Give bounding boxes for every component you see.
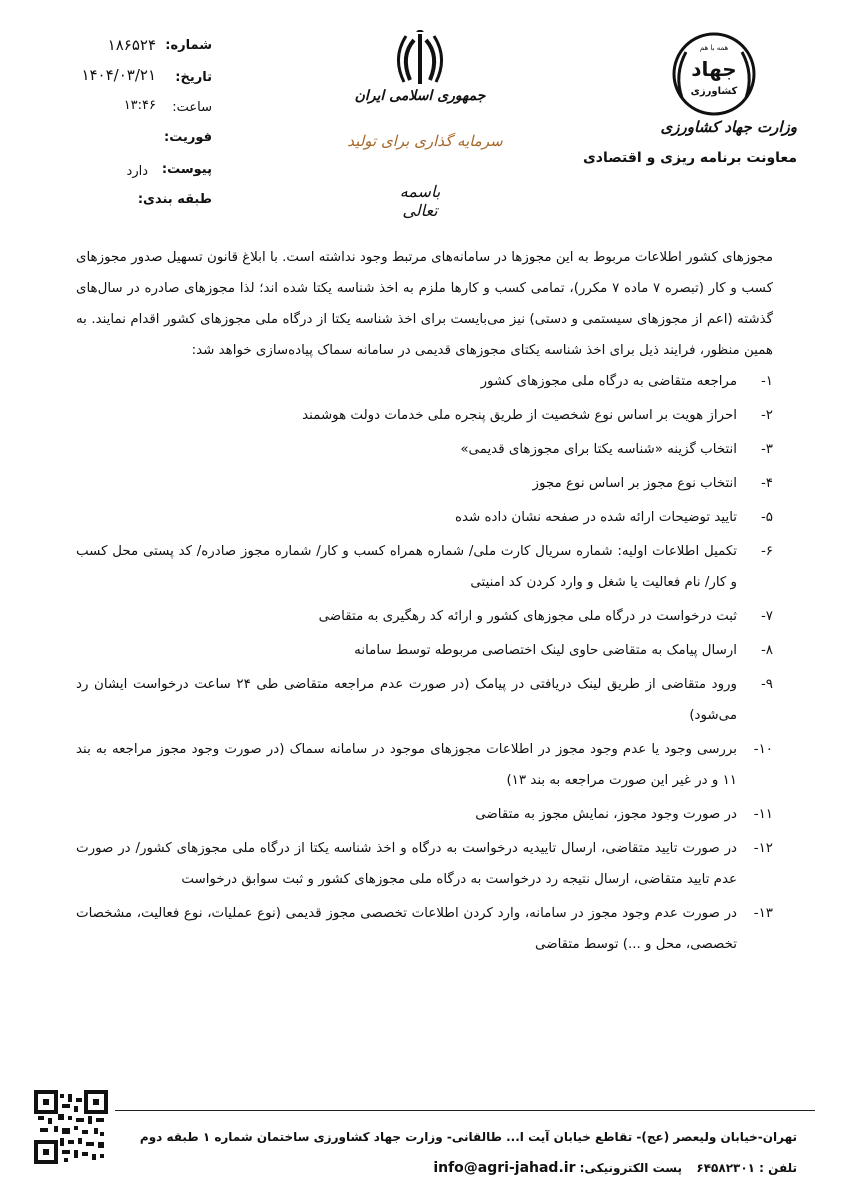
list-item: [76, 635, 773, 666]
list-item: [76, 366, 773, 397]
list-item-text: تایید توضیحات ارائه شده در صفحه نشان داده شده: [454, 510, 737, 525]
number-value: ۱۸۶۵۲۴: [107, 36, 156, 54]
footer-address: تهران-خیابان ولیعصر (عج)- تقاطع خیابان آیت ا... طالقانی- وزارت جهاد کشاورزی ساختمان شماره ۱ طبقه دوم: [139, 1130, 797, 1144]
list-item: [76, 669, 773, 731]
ministry-name: وزارت جهاد کشاورزی: [660, 118, 797, 136]
list-item: [76, 601, 773, 632]
list-item-number: ۱۳-: [753, 906, 773, 921]
list-item-text: مراجعه متقاضی به درگاه ملی مجوزهای کشور: [480, 374, 737, 389]
list-item: [76, 734, 773, 796]
list-item-number: ۹-: [760, 677, 773, 692]
list-item-number: ۳-: [760, 442, 773, 457]
list-item-number: ۴-: [760, 476, 773, 491]
list-item: [76, 468, 773, 499]
list-item-number: ۱۰-: [753, 742, 773, 757]
list-item-number: ۷-: [760, 609, 773, 624]
list-item-text: تکمیل اطلاعات اولیه: شماره سریال کارت ملی/ شماره همراه کسب و کار/ شماره مجوز صادره/ کد پستی محل کسب و کار/ نام فعالیت یا شغل و وارد کردن کد امنیتی: [76, 544, 737, 590]
list-item-text: ورود متقاضی از طریق لینک دریافتی در پیامک (در صورت عدم مراجعه متقاضی طی ۲۴ ساعت درخواست ایشان رد می‌شود): [76, 677, 737, 723]
list-item-number: ۵-: [760, 510, 773, 525]
list-item-number: ۶-: [760, 544, 773, 559]
list-item-text: انتخاب گزینه «شناسه یکتا برای مجوزهای قدیمی»: [460, 442, 737, 457]
list-item-number: ۱-: [760, 374, 773, 389]
list-item-text: در صورت وجود مجوز، نمایش مجوز به متقاضی: [475, 807, 737, 822]
logo-badge-sub: کشاورزی: [690, 86, 738, 97]
procedure-list: [76, 366, 773, 960]
urgency-label: فوریت:: [164, 130, 212, 145]
republic-name: جمهوری اسلامی ایران: [354, 88, 486, 104]
logo-badge-main: جهاد: [691, 57, 737, 81]
email-label: پست الکترونیکی:: [579, 1161, 683, 1175]
intro-paragraph: مجوزهای کشور اطلاعات مربوط به این مجوزها در سامانه‌های مرتبط وجود نداشته است. با ابلاغ قانون تسهیل صدور مجوزهای کسب و کار (تبصره ۷ ماده ۷ مکرر)، تمامی کسب و کارها ملزم به اخذ شناسه یکتا شده اند؛ لذا مجوزهای صادره در سال‌های گذشته (اعم از مجوزهای سیستمی و دستی) نیز می‌بایست برای اخذ شناسه یکتا از درگاه ملی مجوزهای کشور اقدام نمایند. به همین منظور، فرایند ذیل برای اخذ شناسه یکتای مجوزهای قدیمی در سامانه سماک پیاده‌سازی خواهد شد:: [76, 250, 773, 358]
basmala: باسمه تعالی: [399, 182, 441, 220]
list-item-text: بررسی وجود یا عدم وجود مجوز در اطلاعات مجوزهای موجود در سامانه سماک (در صورت وجود مجوز مراجعه به بند ۱۱ و در غیر این صورت مراجعه به بند ۱۳): [76, 742, 737, 788]
list-item-number: ۱۲-: [753, 841, 773, 856]
date-value: ۱۴۰۴/۰۳/۲۱: [81, 66, 156, 84]
list-item-text: انتخاب نوع مجوز بر اساس نوع مجوز: [532, 476, 737, 491]
footer-divider: [115, 1110, 815, 1111]
phone-value: ۶۴۵۸۲۳۰۱: [696, 1161, 755, 1175]
list-item-number: ۱۱-: [753, 807, 773, 822]
list-item: [76, 502, 773, 533]
number-label: شماره:: [165, 38, 212, 53]
list-item: [76, 400, 773, 431]
email-link[interactable]: info@agri-jahad.ir: [433, 1160, 576, 1176]
footer-contact: [197, 1160, 797, 1176]
attachment-label: پیوست:: [161, 162, 212, 177]
list-item-number: ۲-: [760, 408, 773, 423]
attachment-value: دارد: [126, 164, 148, 179]
logo-badge-top: همه با هم: [699, 44, 729, 52]
iran-emblem-icon: [394, 30, 446, 88]
list-item-text: ارسال پیامک به متقاضی حاوی لینک اختصاصی مربوطه توسط سامانه: [354, 643, 737, 658]
letter-body: [76, 242, 773, 963]
time-label: ساعت:: [172, 100, 212, 115]
time-value: ۱۳:۴۶: [123, 98, 156, 113]
list-item: [76, 536, 773, 598]
list-item: [76, 898, 773, 960]
list-item-text: احراز هویت بر اساس نوع شخصیت از طریق پنجره ملی خدمات دولت هوشمند: [302, 408, 737, 423]
phone-label: تلفن :: [759, 1161, 797, 1175]
list-item-text: در صورت تایید متقاضی، ارسال تاییدیه درخواست به درگاه و اخذ شناسه یکتا از درگاه ملی مجوزهای کشور/ در صورت عدم تایید متقاضی، ارسال نتیجه رد درخواست به درگاه ملی مجوزهای کشور و ثبت سوابق درخواست: [76, 841, 737, 887]
list-item-text: در صورت عدم وجود مجوز در سامانه، وارد کردن اطلاعات تخصصی مجوز قدیمی (نوع عملیات، نوع فعالیت، مشخصات تخصصی، محل و ...) توسط متقاضی: [76, 906, 737, 952]
ministry-logo: [668, 28, 760, 120]
list-item: [76, 833, 773, 895]
qr-code-icon: [34, 1090, 108, 1164]
list-item-text: ثبت درخواست در درگاه ملی مجوزهای کشور و ارائه کد رهگیری به متقاضی: [318, 609, 737, 624]
list-item: [76, 434, 773, 465]
classification-label: طبقه بندی:: [137, 192, 212, 207]
deputy-name: معاونت برنامه ریزی و اقتصادی: [582, 150, 797, 166]
list-item: [76, 799, 773, 830]
list-item-number: ۸-: [760, 643, 773, 658]
slogan-text: سرمایه گذاری برای تولید: [347, 132, 503, 150]
date-label: تاریخ:: [175, 70, 212, 85]
